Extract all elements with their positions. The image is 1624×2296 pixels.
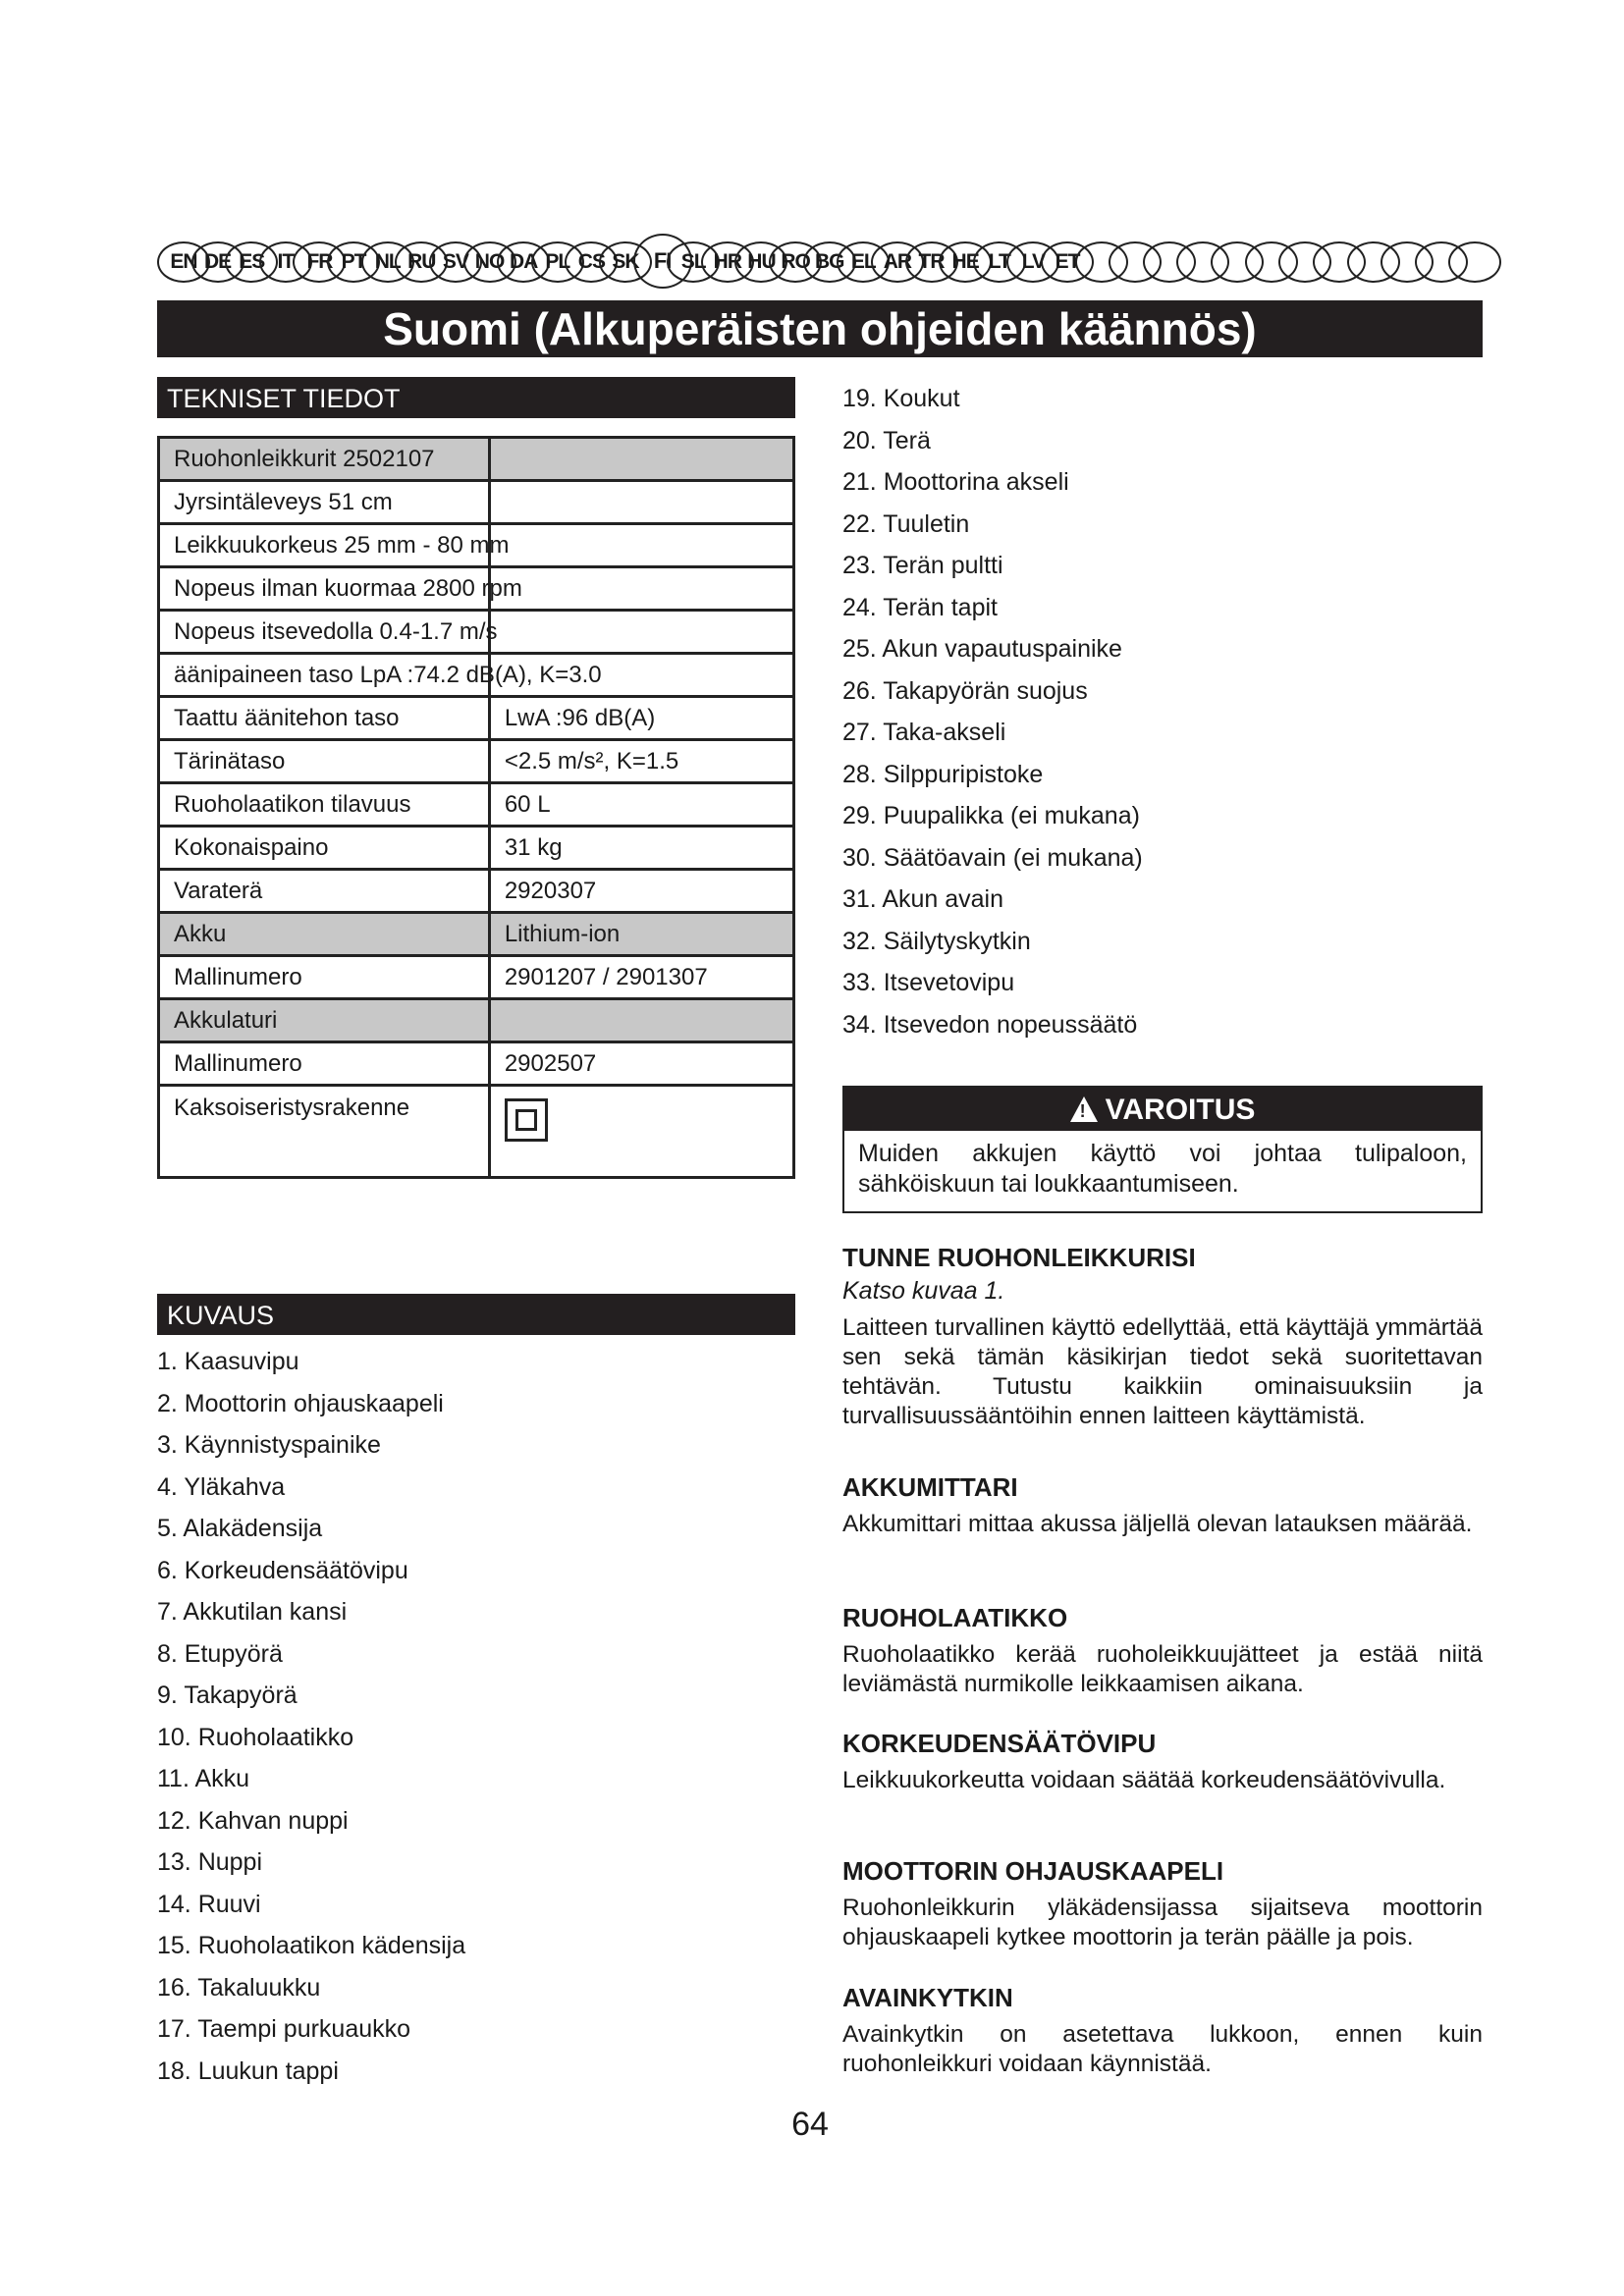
- section-heading: MOOTTORIN OHJAUSKAAPELI: [842, 1856, 1224, 1886]
- language-code: CS: [565, 241, 618, 283]
- spec-label: Varaterä: [174, 877, 263, 904]
- section-height-lever: [842, 1727, 1483, 1795]
- parts-list-item: 14. Ruuvi: [157, 1890, 261, 1918]
- spec-value: 2902507: [504, 1049, 597, 1077]
- parts-list-item: 9. Takapyörä: [157, 1682, 298, 1709]
- spec-value: 60 L: [504, 790, 551, 818]
- section-know-mower: [842, 1241, 1483, 1431]
- spec-label-cell: [159, 654, 602, 697]
- parts-list-item: 2. Moottorin ohjauskaapeli: [157, 1389, 444, 1417]
- parts-list-item: 1. Kaasuvipu: [157, 1348, 299, 1375]
- description-heading: KUVAUS: [157, 1294, 795, 1335]
- parts-list-item: 12. Kahvan nuppi: [157, 1806, 349, 1835]
- language-code: SK: [599, 241, 652, 283]
- spec-label-cell: [159, 611, 498, 654]
- language-code: LT: [973, 241, 1026, 283]
- spec-label: Ruohonleikkurit 2502107: [174, 445, 435, 472]
- spec-label-cell: [159, 1042, 490, 1086]
- spec-value-cell: [489, 567, 793, 611]
- parts-list-item: 7. Akkutilan kansi: [157, 1598, 348, 1626]
- spec-value-cell: [489, 438, 793, 481]
- language-code: IT: [259, 241, 312, 283]
- parts-list-item: 15. Ruoholaatikon kädensija: [157, 1932, 466, 1959]
- parts-list-item: 28. Silppuripistoke: [842, 760, 1044, 788]
- spec-row: [159, 611, 794, 654]
- parts-list-item: 6. Korkeudensäätövipu: [157, 1556, 408, 1584]
- spec-label: Leikkuukorkeus 25 mm - 80 mm: [174, 531, 510, 559]
- section-text: Leikkuukorkeutta voidaan säätää korkeudensäätövivulla.: [842, 1767, 1446, 1793]
- parts-list-item: 30. Säätöavain (ei mukana): [842, 843, 1143, 872]
- page-title: Suomi (Alkuperäisten ohjeiden käännös): [157, 300, 1483, 357]
- spec-label: Mallinumero: [174, 963, 302, 990]
- warning-triangle-icon: [1070, 1096, 1098, 1122]
- parts-list-right: [842, 378, 1143, 1045]
- spec-label-cell: [159, 438, 490, 481]
- parts-list-item: 11. Akku: [157, 1765, 250, 1792]
- spec-row: [159, 783, 794, 827]
- spec-label: Ruoholaatikon tilavuus: [174, 790, 411, 818]
- parts-list-item: 13. Nuppi: [157, 1848, 263, 1876]
- language-code: HR: [701, 241, 754, 283]
- section-text: Laitteen turvallinen käyttö edellyttää, että käyttäjä ymmärtää sen sekä tämän käsikirjan tiedot sekä suoritettavan tehtävän. Tutustu kaikkiin ominaisuuksiin ja turvallisuussääntöihin ennen laitteen käyttämistä.: [842, 1314, 1483, 1429]
- spec-row: [159, 524, 794, 567]
- spec-value-cell: [489, 524, 793, 567]
- language-code: HE: [939, 241, 992, 283]
- section-text: Avainkytkin on asetettava lukkoon, ennen kuin ruohonleikkuri voidaan käynnistää.: [842, 2021, 1483, 2077]
- parts-list-item: 18. Luukun tappi: [157, 2056, 339, 2085]
- spec-value-cell: [489, 1042, 793, 1086]
- spec-label-cell: [159, 783, 490, 827]
- spec-label-cell: [159, 827, 490, 870]
- spec-label-cell: [159, 913, 490, 956]
- section-key-switch: [842, 1981, 1483, 2079]
- spec-row: [159, 740, 794, 783]
- parts-list-item: 3. Käynnistyspainike: [157, 1431, 381, 1459]
- spec-label: Taattu äänitehon taso: [174, 704, 400, 731]
- spec-value: <2.5 m/s², K=1.5: [504, 747, 679, 774]
- spec-label-cell: [159, 1086, 490, 1178]
- parts-list-item: 21. Moottorina akseli: [842, 468, 1069, 496]
- parts-list-item: 33. Itsevetovipu: [842, 969, 1015, 996]
- warning-header: [844, 1088, 1481, 1131]
- spec-label: Kokonaispaino: [174, 833, 329, 861]
- section-heading: KORKEUDENSÄÄTÖVIPU: [842, 1729, 1157, 1758]
- language-code: DA: [497, 241, 550, 283]
- double-insulation-icon: [505, 1098, 548, 1142]
- spec-row: [159, 870, 794, 913]
- parts-list-item: 25. Akun vapautuspainike: [842, 635, 1122, 663]
- parts-list-item: 20. Terä: [842, 426, 931, 454]
- parts-list-item: 5. Alakädensija: [157, 1515, 323, 1542]
- spec-value-cell: [489, 611, 793, 654]
- parts-list-item: 4. Yläkahva: [157, 1472, 286, 1501]
- spec-label-cell: [159, 956, 490, 999]
- spec-label: Akku: [174, 920, 227, 947]
- spec-label: Jyrsintäleveys 51 cm: [174, 488, 393, 515]
- spec-value-cell: [489, 697, 793, 740]
- language-code: EL: [837, 241, 890, 283]
- language-code: EN: [157, 241, 210, 283]
- spec-value-cell: [489, 827, 793, 870]
- section-heading: AKKUMITTARI: [842, 1472, 1018, 1502]
- parts-list-item: 32. Säilytyskytkin: [842, 927, 1031, 955]
- language-code: SV: [429, 241, 482, 283]
- spec-value: 2901207 / 2901307: [504, 963, 708, 990]
- spec-row: [159, 438, 794, 481]
- spec-value-cell: [489, 999, 793, 1042]
- spec-row: [159, 481, 794, 524]
- parts-list-item: 24. Terän tapit: [842, 593, 998, 621]
- parts-list-item: 22. Tuuletin: [842, 509, 970, 538]
- spec-label-cell: [159, 481, 490, 524]
- language-code: FI: [633, 234, 692, 289]
- section-text: Ruoholaatikko kerää ruoholeikkuujätteet ja estää niitä leviämästä nurmikolle leikkaamisen aikana.: [842, 1641, 1483, 1697]
- spec-value-cell: [489, 956, 793, 999]
- spec-label: Akkulaturi: [174, 1006, 278, 1034]
- language-code: NO: [463, 241, 516, 283]
- spec-label-cell: [159, 870, 490, 913]
- spec-label-cell: [159, 740, 490, 783]
- specs-heading: TEKNISET TIEDOT: [157, 377, 795, 418]
- specs-table: [157, 436, 795, 1179]
- language-code: PT: [327, 241, 380, 283]
- parts-list-item: 8. Etupyörä: [157, 1639, 283, 1668]
- language-code: ES: [225, 241, 278, 283]
- section-text: Ruohonleikkurin yläkädensijassa sijaitseva moottorin ohjauskaapeli kytkee moottorin ja terän päälle ja pois.: [842, 1895, 1483, 1950]
- parts-list-item: 26. Takapyörän suojus: [842, 676, 1088, 705]
- spec-value-cell: [489, 913, 793, 956]
- spec-label-cell: [159, 524, 510, 567]
- parts-list-item: 16. Takaluukku: [157, 1973, 321, 2002]
- spec-label: Mallinumero: [174, 1049, 302, 1077]
- language-code: BG: [803, 241, 856, 283]
- language-code: DE: [191, 241, 244, 283]
- parts-list-item: 27. Taka-akseli: [842, 719, 1006, 746]
- spec-label-cell: [159, 999, 490, 1042]
- spec-label-cell: [159, 567, 522, 611]
- spec-label: Kaksoiseristysrakenne: [174, 1095, 410, 1121]
- language-code: NL: [361, 241, 414, 283]
- section-grass-bag: [842, 1601, 1483, 1699]
- section-heading: RUOHOLAATIKKO: [842, 1603, 1068, 1632]
- language-code: AR: [871, 241, 924, 283]
- section-text: Akkumittari mittaa akussa jäljellä olevan latauksen määrää.: [842, 1511, 1473, 1537]
- language-code: HU: [734, 241, 787, 283]
- language-code: FR: [293, 241, 346, 283]
- language-strip: [157, 234, 1483, 289]
- language-code: RU: [395, 241, 448, 283]
- spec-label: Tärinätaso: [174, 747, 286, 774]
- spec-row: [159, 999, 794, 1042]
- spec-row: [159, 956, 794, 999]
- parts-list-item: 17. Taempi purkuaukko: [157, 2015, 411, 2043]
- spec-row: [159, 697, 794, 740]
- language-code: RO: [769, 241, 822, 283]
- spec-value: 31 kg: [504, 833, 563, 861]
- section-figure-ref: Katso kuvaa 1.: [842, 1277, 1005, 1305]
- warning-box: [842, 1086, 1483, 1213]
- warning-text: Muiden akkujen käyttö voi johtaa tulipaloon, sähköiskuun tai loukkaantumiseen.: [858, 1140, 1467, 1198]
- spec-label: Nopeus ilman kuormaa 2800 rpm: [174, 574, 522, 602]
- spec-row: [159, 1042, 794, 1086]
- spec-value: LwA :96 dB(A): [504, 704, 656, 731]
- parts-list-item: 23. Terän pultti: [842, 552, 1003, 579]
- parts-list-item: 10. Ruoholaatikko: [157, 1723, 354, 1751]
- spec-label-cell: [159, 697, 490, 740]
- language-code: ET: [1041, 241, 1094, 283]
- spec-row: [159, 827, 794, 870]
- section-heading: AVAINKYTKIN: [842, 1983, 1013, 2012]
- language-code: PL: [531, 241, 584, 283]
- language-bubble-empty: [1448, 241, 1501, 283]
- spec-row: [159, 1086, 794, 1178]
- section-battery-meter: [842, 1470, 1483, 1539]
- spec-row: [159, 654, 794, 697]
- section-motor-cable: [842, 1854, 1483, 1952]
- spec-value-cell: [489, 740, 793, 783]
- spec-value: Lithium-ion: [504, 920, 621, 947]
- spec-row: [159, 567, 794, 611]
- parts-list-item: 19. Koukut: [842, 385, 960, 412]
- warning-heading: VAROITUS: [1105, 1094, 1256, 1126]
- spec-label: Nopeus itsevedolla 0.4-1.7 m/s: [174, 617, 498, 645]
- page-number: 64: [791, 2106, 829, 2143]
- spec-value-cell: [489, 783, 793, 827]
- spec-value-cell: [489, 870, 793, 913]
- spec-row: [159, 913, 794, 956]
- spec-value-cell: [489, 481, 793, 524]
- language-code: TR: [905, 241, 958, 283]
- language-code: SL: [667, 241, 720, 283]
- spec-value-cell: [489, 1086, 793, 1178]
- language-code: LV: [1006, 241, 1059, 283]
- spec-value: 2920307: [504, 877, 597, 904]
- parts-list-item: 29. Puupalikka (ei mukana): [842, 802, 1140, 829]
- parts-list-item: 31. Akun avain: [842, 885, 1004, 913]
- parts-list-left: [157, 1341, 465, 2092]
- parts-list-item: 34. Itsevedon nopeussäätö: [842, 1010, 1138, 1039]
- spec-label: äänipaineen taso LpA :74.2 dB(A), K=3.0: [174, 661, 602, 688]
- section-heading: TUNNE RUOHONLEIKKURISI: [842, 1243, 1196, 1272]
